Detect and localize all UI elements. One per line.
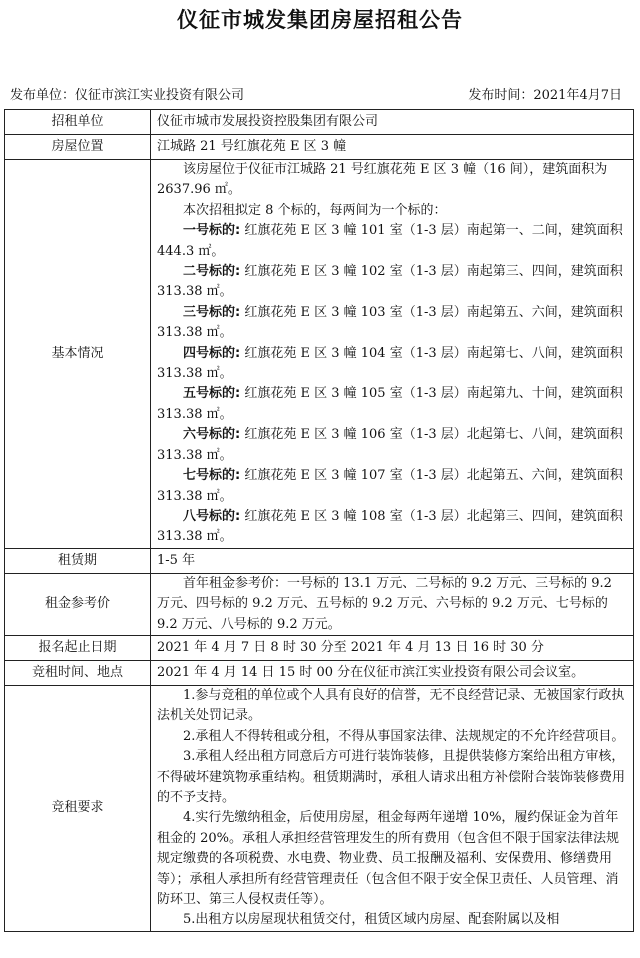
requirement-item: 4.实行先缴纳租金，后使用房屋，租金每两年递增 10%，履约保证金为首年租金的 20%。承租人承担经营管理发生的所有费用（包含但不限于国家法律法规规定缴费的各项税费、水电费、物业费、员工报酬及福利、安保费用、修缮费用等）；承租人承担所有经营管理责任（包含但不限于安全保卫责任、人员管理、消防环卫、第三人侵权责任等）。 xyxy=(157,810,620,907)
auction-label: 竞租时间、地点 xyxy=(5,660,151,685)
lot-text: 红旗花苑 E 区 3 幢 103 室（1-3 层）南起第五、六间，建筑面积 313.38 ㎡。 xyxy=(157,304,623,341)
lot-text: 红旗花苑 E 区 3 幢 104 室（1-3 层）南起第七、八间，建筑面积 313.38 ㎡。 xyxy=(157,345,623,382)
lot-item xyxy=(157,507,627,548)
date-value: 2021年4月7日 xyxy=(533,88,622,103)
requirements-value xyxy=(151,685,634,931)
lot-item xyxy=(157,344,627,385)
basic-plan: 本次招租拟定 8 个标的，每两间为一个标的： xyxy=(183,202,447,218)
notice-table xyxy=(4,109,634,932)
lot-name: 六号标的: xyxy=(183,427,241,443)
requirement-item: 5.出租方以房屋现状租赁交付，租赁区域内房屋、配套附属以及相 xyxy=(183,912,560,928)
row-requirements xyxy=(5,685,634,931)
lot-item xyxy=(157,303,627,344)
row-basic xyxy=(5,160,634,549)
rent-value xyxy=(151,573,634,635)
signup-value: 2021 年 4 月 7 日 8 时 30 分至 2021 年 4 月 13 日 16 时 30 分 xyxy=(151,635,634,660)
row-signup xyxy=(5,635,634,660)
lot-text: 红旗花苑 E 区 3 幢 105 室（1-3 层）南起第九、十间，建筑面积 313.38 ㎡。 xyxy=(157,386,623,422)
requirement-list xyxy=(157,686,627,931)
page-title: 仪征市城发集团房屋招租公告 xyxy=(177,8,463,32)
lot-name: 三号标的: xyxy=(183,304,241,320)
lot-name: 一号标的: xyxy=(183,223,241,239)
signup-label: 报名起止日期 xyxy=(5,635,151,660)
requirement-item: 2.承租人不得转租或分租，不得从事国家法律、法规规定的不允许经营项目。 xyxy=(183,728,625,744)
meta-bar xyxy=(10,84,622,103)
date-label: 发布时间： xyxy=(468,88,534,103)
lot-item xyxy=(157,262,627,303)
lot-text: 红旗花苑 E 区 3 幢 106 室（1-3 层）北起第七、八间，建筑面积 313.38 ㎡。 xyxy=(157,427,623,463)
publisher-value: 仪征市滨江实业投资有限公司 xyxy=(75,88,245,103)
requirement-item: 1.参与竞租的单位或个人具有良好的信誉，无不良经营记录、无被国家行政执法机关处罚记录。 xyxy=(157,687,625,724)
lot-name: 八号标的: xyxy=(183,508,241,524)
term-label: 租赁期 xyxy=(5,548,151,573)
row-location xyxy=(5,135,634,160)
basic-label: 基本情况 xyxy=(5,160,151,549)
lot-name: 五号标的: xyxy=(183,386,241,402)
basic-intro: 该房屋位于仪征市江城路 21 号红旗花苑 E 区 3 幢（16 间），建筑面积为 2637.96 ㎡。 xyxy=(157,162,608,198)
lot-item xyxy=(157,384,627,425)
row-term xyxy=(5,548,634,573)
lot-text: 红旗花苑 E 区 3 幢 107 室（1-3 层）北起第五、六间，建筑面积 313.38 ㎡。 xyxy=(157,468,623,504)
lot-item xyxy=(157,221,627,262)
requirements-label: 竞租要求 xyxy=(5,685,151,931)
lot-item xyxy=(157,466,627,507)
row-lessor xyxy=(5,110,634,135)
lessor-value: 仪征市城市发展投资控股集团有限公司 xyxy=(151,110,634,135)
auction-value: 2021 年 4 月 14 日 15 时 00 分在仪征市滨江实业投资有限公司会议室。 xyxy=(151,660,634,685)
rent-text: 首年租金参考价：一号标的 13.1 万元、二号标的 9.2 万元、三号标的 9.2 万元、四号标的 9.2 万元、五号标的 9.2 万元、六号标的 9.2 万元、七号标的 9.2 万元、八号标的 9.2 万元。 xyxy=(157,575,612,632)
requirement-item: 3.承租人经出租方同意后方可进行装饰装修，且提供装修方案给出租方审核，不得破坏建筑物承重结构。租赁期满时，承租人请求出租方补偿附合装饰装修费用的不予支持。 xyxy=(157,749,626,805)
lot-text: 红旗花苑 E 区 3 幢 108 室（1-3 层）北起第三、四间，建筑面积 313.38 ㎡。 xyxy=(157,508,623,545)
term-value: 1-5 年 xyxy=(151,548,634,573)
lot-name: 二号标的: xyxy=(183,264,241,280)
lot-list xyxy=(157,221,627,548)
lessor-label: 招租单位 xyxy=(5,110,151,135)
location-value: 江城路 21 号红旗花苑 E 区 3 幢 xyxy=(151,135,634,160)
location-label: 房屋位置 xyxy=(5,135,151,160)
row-rent xyxy=(5,573,634,635)
publisher-label: 发布单位： xyxy=(10,88,76,103)
row-auction xyxy=(5,660,634,685)
rent-label: 租金参考价 xyxy=(5,573,151,635)
basic-value xyxy=(151,160,634,549)
lot-text: 红旗花苑 E 区 3 幢 102 室（1-3 层）南起第三、四间，建筑面积 313.38 ㎡。 xyxy=(157,264,623,300)
lot-name: 四号标的: xyxy=(183,345,241,361)
lot-name: 七号标的: xyxy=(183,468,241,484)
lot-item xyxy=(157,425,627,466)
lot-text: 红旗花苑 E 区 3 幢 101 室（1-3 层）南起第一、二间，建筑面积 444.3 ㎡。 xyxy=(157,223,623,259)
